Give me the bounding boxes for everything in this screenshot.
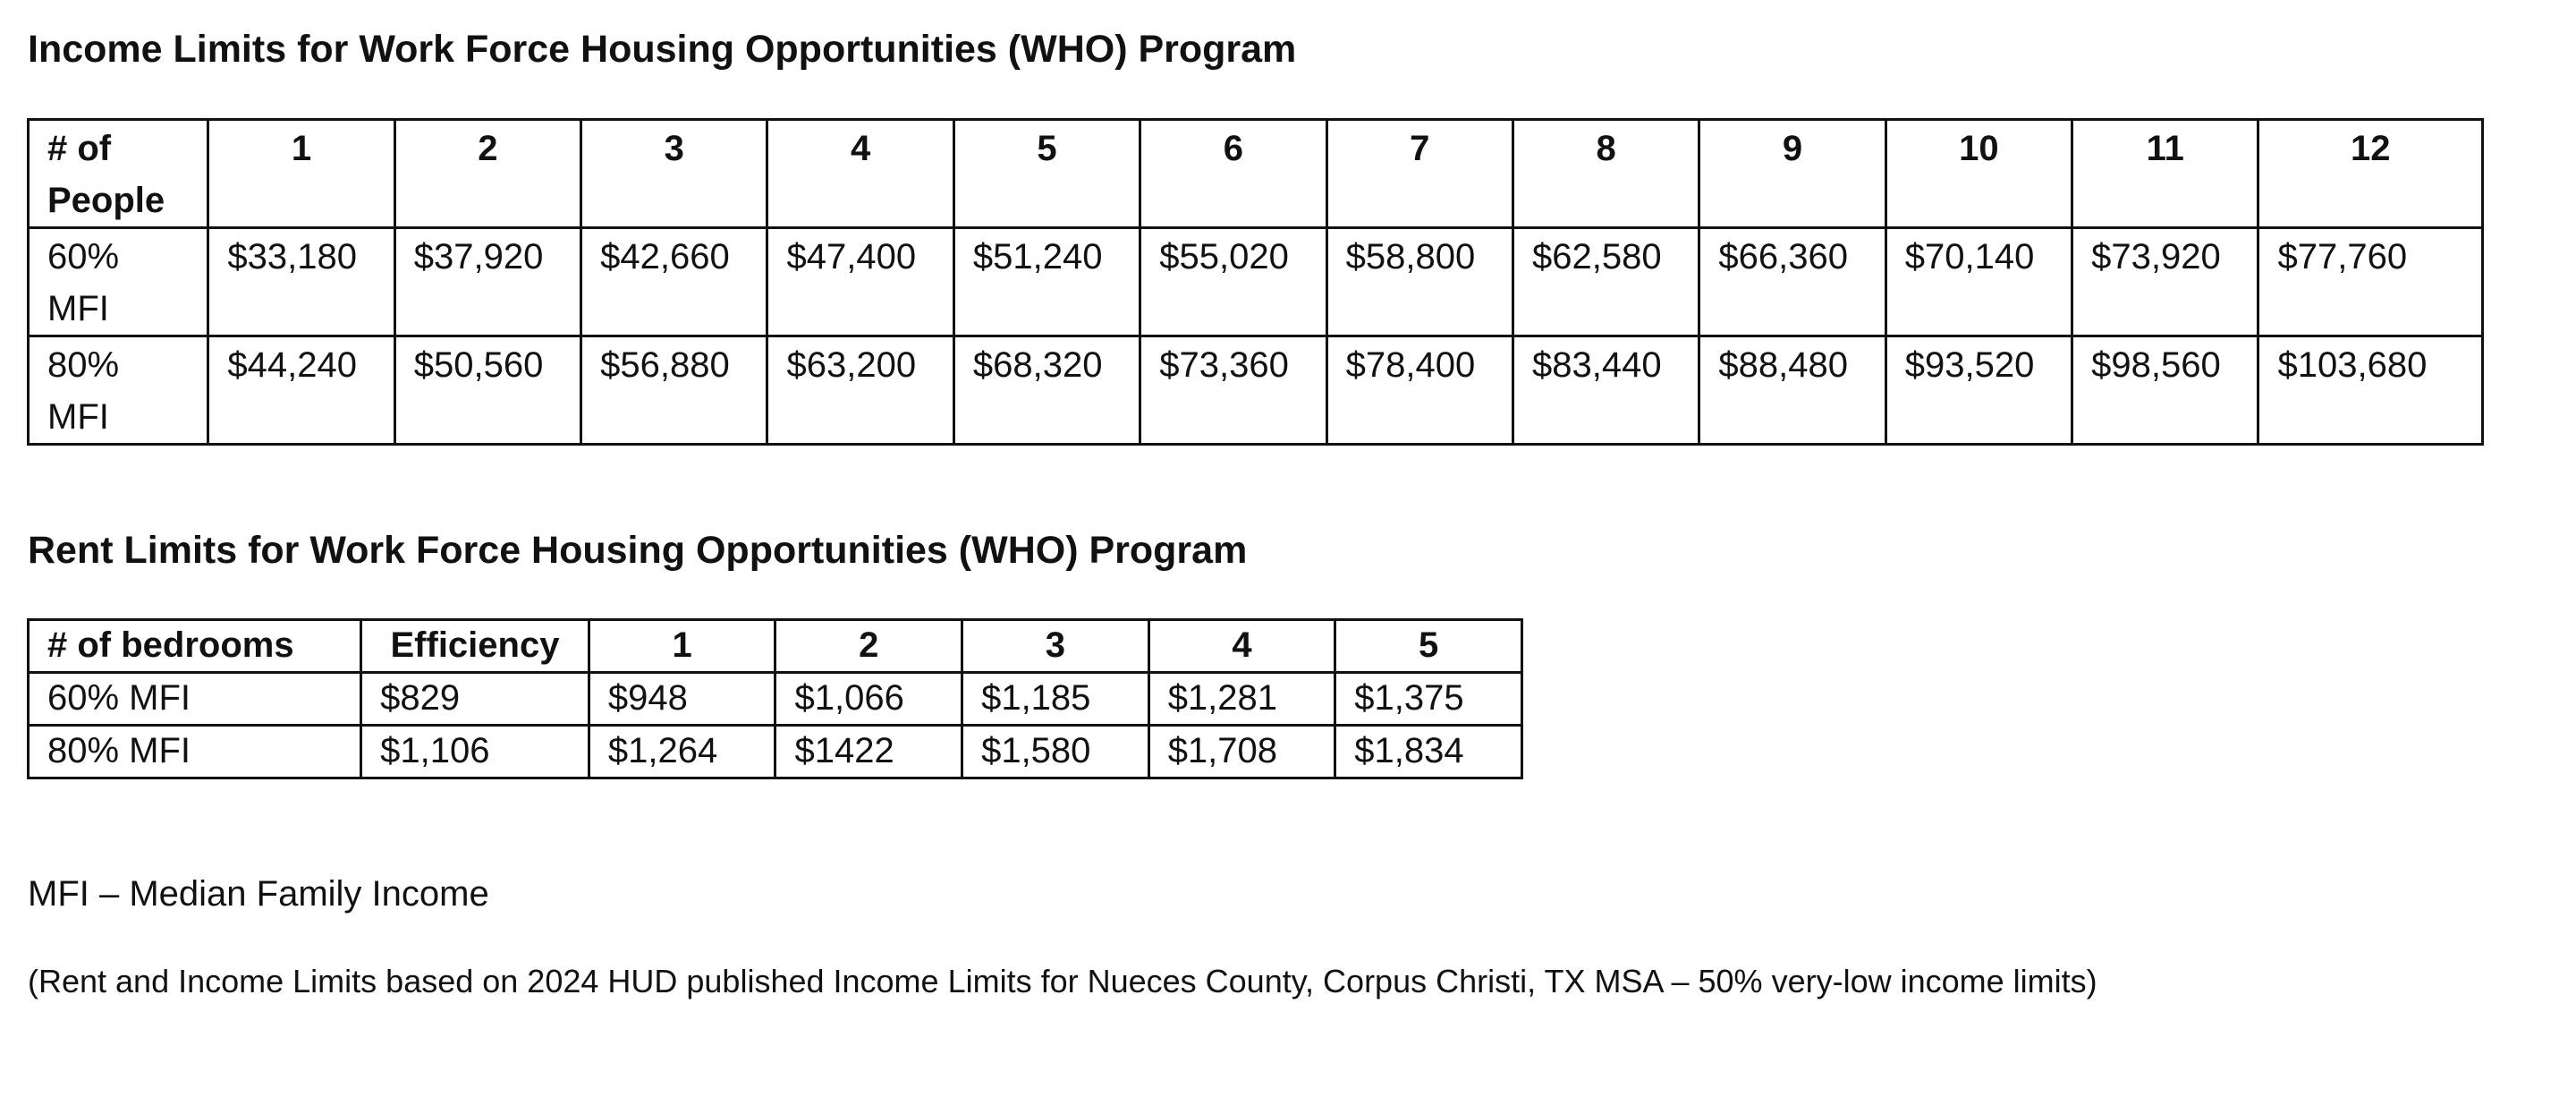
- rent-limit-cell: $1,185: [962, 673, 1149, 726]
- income-limit-cell: $73,360: [1140, 336, 1326, 445]
- header-label-line2: People: [47, 181, 165, 220]
- income-limit-cell: $68,320: [953, 336, 1140, 445]
- income-limit-cell: $42,660: [581, 228, 767, 336]
- household-size-column-header: 9: [1699, 120, 1885, 228]
- row-label-line2: MFI: [47, 397, 109, 437]
- income-limits-heading: Income Limits for Work Force Housing Opportunities (WHO) Program: [28, 28, 1297, 71]
- rent-row-80-mfi: [29, 726, 1522, 778]
- rent-limit-cell: $1,580: [962, 726, 1149, 778]
- rent-limit-cell: $1422: [775, 726, 962, 778]
- income-limit-cell: $103,680: [2258, 336, 2483, 445]
- household-size-header: [29, 120, 208, 228]
- source-note: (Rent and Income Limits based on 2024 HUD published Income Limits for Nueces County, Corpus Christi, TX MSA – 50% very-low income limits): [28, 963, 2097, 999]
- income-limit-cell: $66,360: [1699, 228, 1885, 336]
- income-limits-table: [27, 118, 2484, 446]
- mfi-definition-note: MFI – Median Family Income: [28, 874, 489, 914]
- rent-limits-table: [27, 618, 1523, 779]
- rent-limit-cell: $1,264: [589, 726, 775, 778]
- income-limit-cell: $33,180: [208, 228, 394, 336]
- income-limit-cell: $77,760: [2258, 228, 2483, 336]
- income-limit-cell: $88,480: [1699, 336, 1885, 445]
- income-limit-cell: $56,880: [581, 336, 767, 445]
- bedrooms-header: # of bedrooms: [29, 620, 361, 673]
- income-limit-cell: $37,920: [394, 228, 580, 336]
- rent-limit-cell: $1,281: [1148, 673, 1335, 726]
- rent-limits-heading: Rent Limits for Work Force Housing Opportunities (WHO) Program: [28, 529, 1248, 572]
- bedroom-column-header: 1: [589, 620, 775, 673]
- income-row-60-mfi: [29, 228, 2483, 336]
- household-size-column-header: 12: [2258, 120, 2483, 228]
- income-row-80-mfi: [29, 336, 2483, 445]
- bedroom-column-header: 2: [775, 620, 962, 673]
- rent-header-row: [29, 620, 1522, 673]
- rent-limit-cell: $1,708: [1148, 726, 1335, 778]
- household-size-column-header: 8: [1513, 120, 1699, 228]
- bedroom-column-header: 4: [1148, 620, 1335, 673]
- income-limit-cell: $73,920: [2072, 228, 2258, 336]
- household-size-column-header: 2: [394, 120, 580, 228]
- household-size-column-header: 3: [581, 120, 767, 228]
- household-size-column-header: 1: [208, 120, 394, 228]
- household-size-column-header: 11: [2072, 120, 2258, 228]
- row-label: 60% MFI: [29, 673, 361, 726]
- bedroom-column-header: Efficiency: [361, 620, 589, 673]
- household-size-column-header: 5: [953, 120, 1140, 228]
- income-limit-cell: $55,020: [1140, 228, 1326, 336]
- row-label: [29, 228, 208, 336]
- header-label-line1: # of: [47, 129, 112, 168]
- income-limit-cell: $58,800: [1326, 228, 1513, 336]
- row-label-line2: MFI: [47, 289, 109, 328]
- income-limit-cell: $70,140: [1885, 228, 2072, 336]
- rent-limit-cell: $948: [589, 673, 775, 726]
- income-limit-cell: $62,580: [1513, 228, 1699, 336]
- income-limit-cell: $83,440: [1513, 336, 1699, 445]
- income-limit-cell: $50,560: [394, 336, 580, 445]
- income-limit-cell: $93,520: [1885, 336, 2072, 445]
- row-label: 80% MFI: [29, 726, 361, 778]
- rent-limit-cell: $1,834: [1335, 726, 1522, 778]
- row-label-line1: 60%: [47, 237, 120, 276]
- bedroom-column-header: 3: [962, 620, 1149, 673]
- household-size-column-header: 4: [767, 120, 953, 228]
- rent-limit-cell: $1,375: [1335, 673, 1522, 726]
- household-size-column-header: 6: [1140, 120, 1326, 228]
- income-header-row: [29, 120, 2483, 228]
- household-size-column-header: 10: [1885, 120, 2072, 228]
- rent-limit-cell: $1,066: [775, 673, 962, 726]
- income-limit-cell: $47,400: [767, 228, 953, 336]
- row-label: [29, 336, 208, 445]
- income-limit-cell: $98,560: [2072, 336, 2258, 445]
- income-limit-cell: $78,400: [1326, 336, 1513, 445]
- income-limit-cell: $51,240: [953, 228, 1140, 336]
- rent-limit-cell: $829: [361, 673, 589, 726]
- income-limit-cell: $44,240: [208, 336, 394, 445]
- rent-limit-cell: $1,106: [361, 726, 589, 778]
- bedroom-column-header: 5: [1335, 620, 1522, 673]
- income-limit-cell: $63,200: [767, 336, 953, 445]
- rent-row-60-mfi: [29, 673, 1522, 726]
- row-label-line1: 80%: [47, 345, 120, 385]
- household-size-column-header: 7: [1326, 120, 1513, 228]
